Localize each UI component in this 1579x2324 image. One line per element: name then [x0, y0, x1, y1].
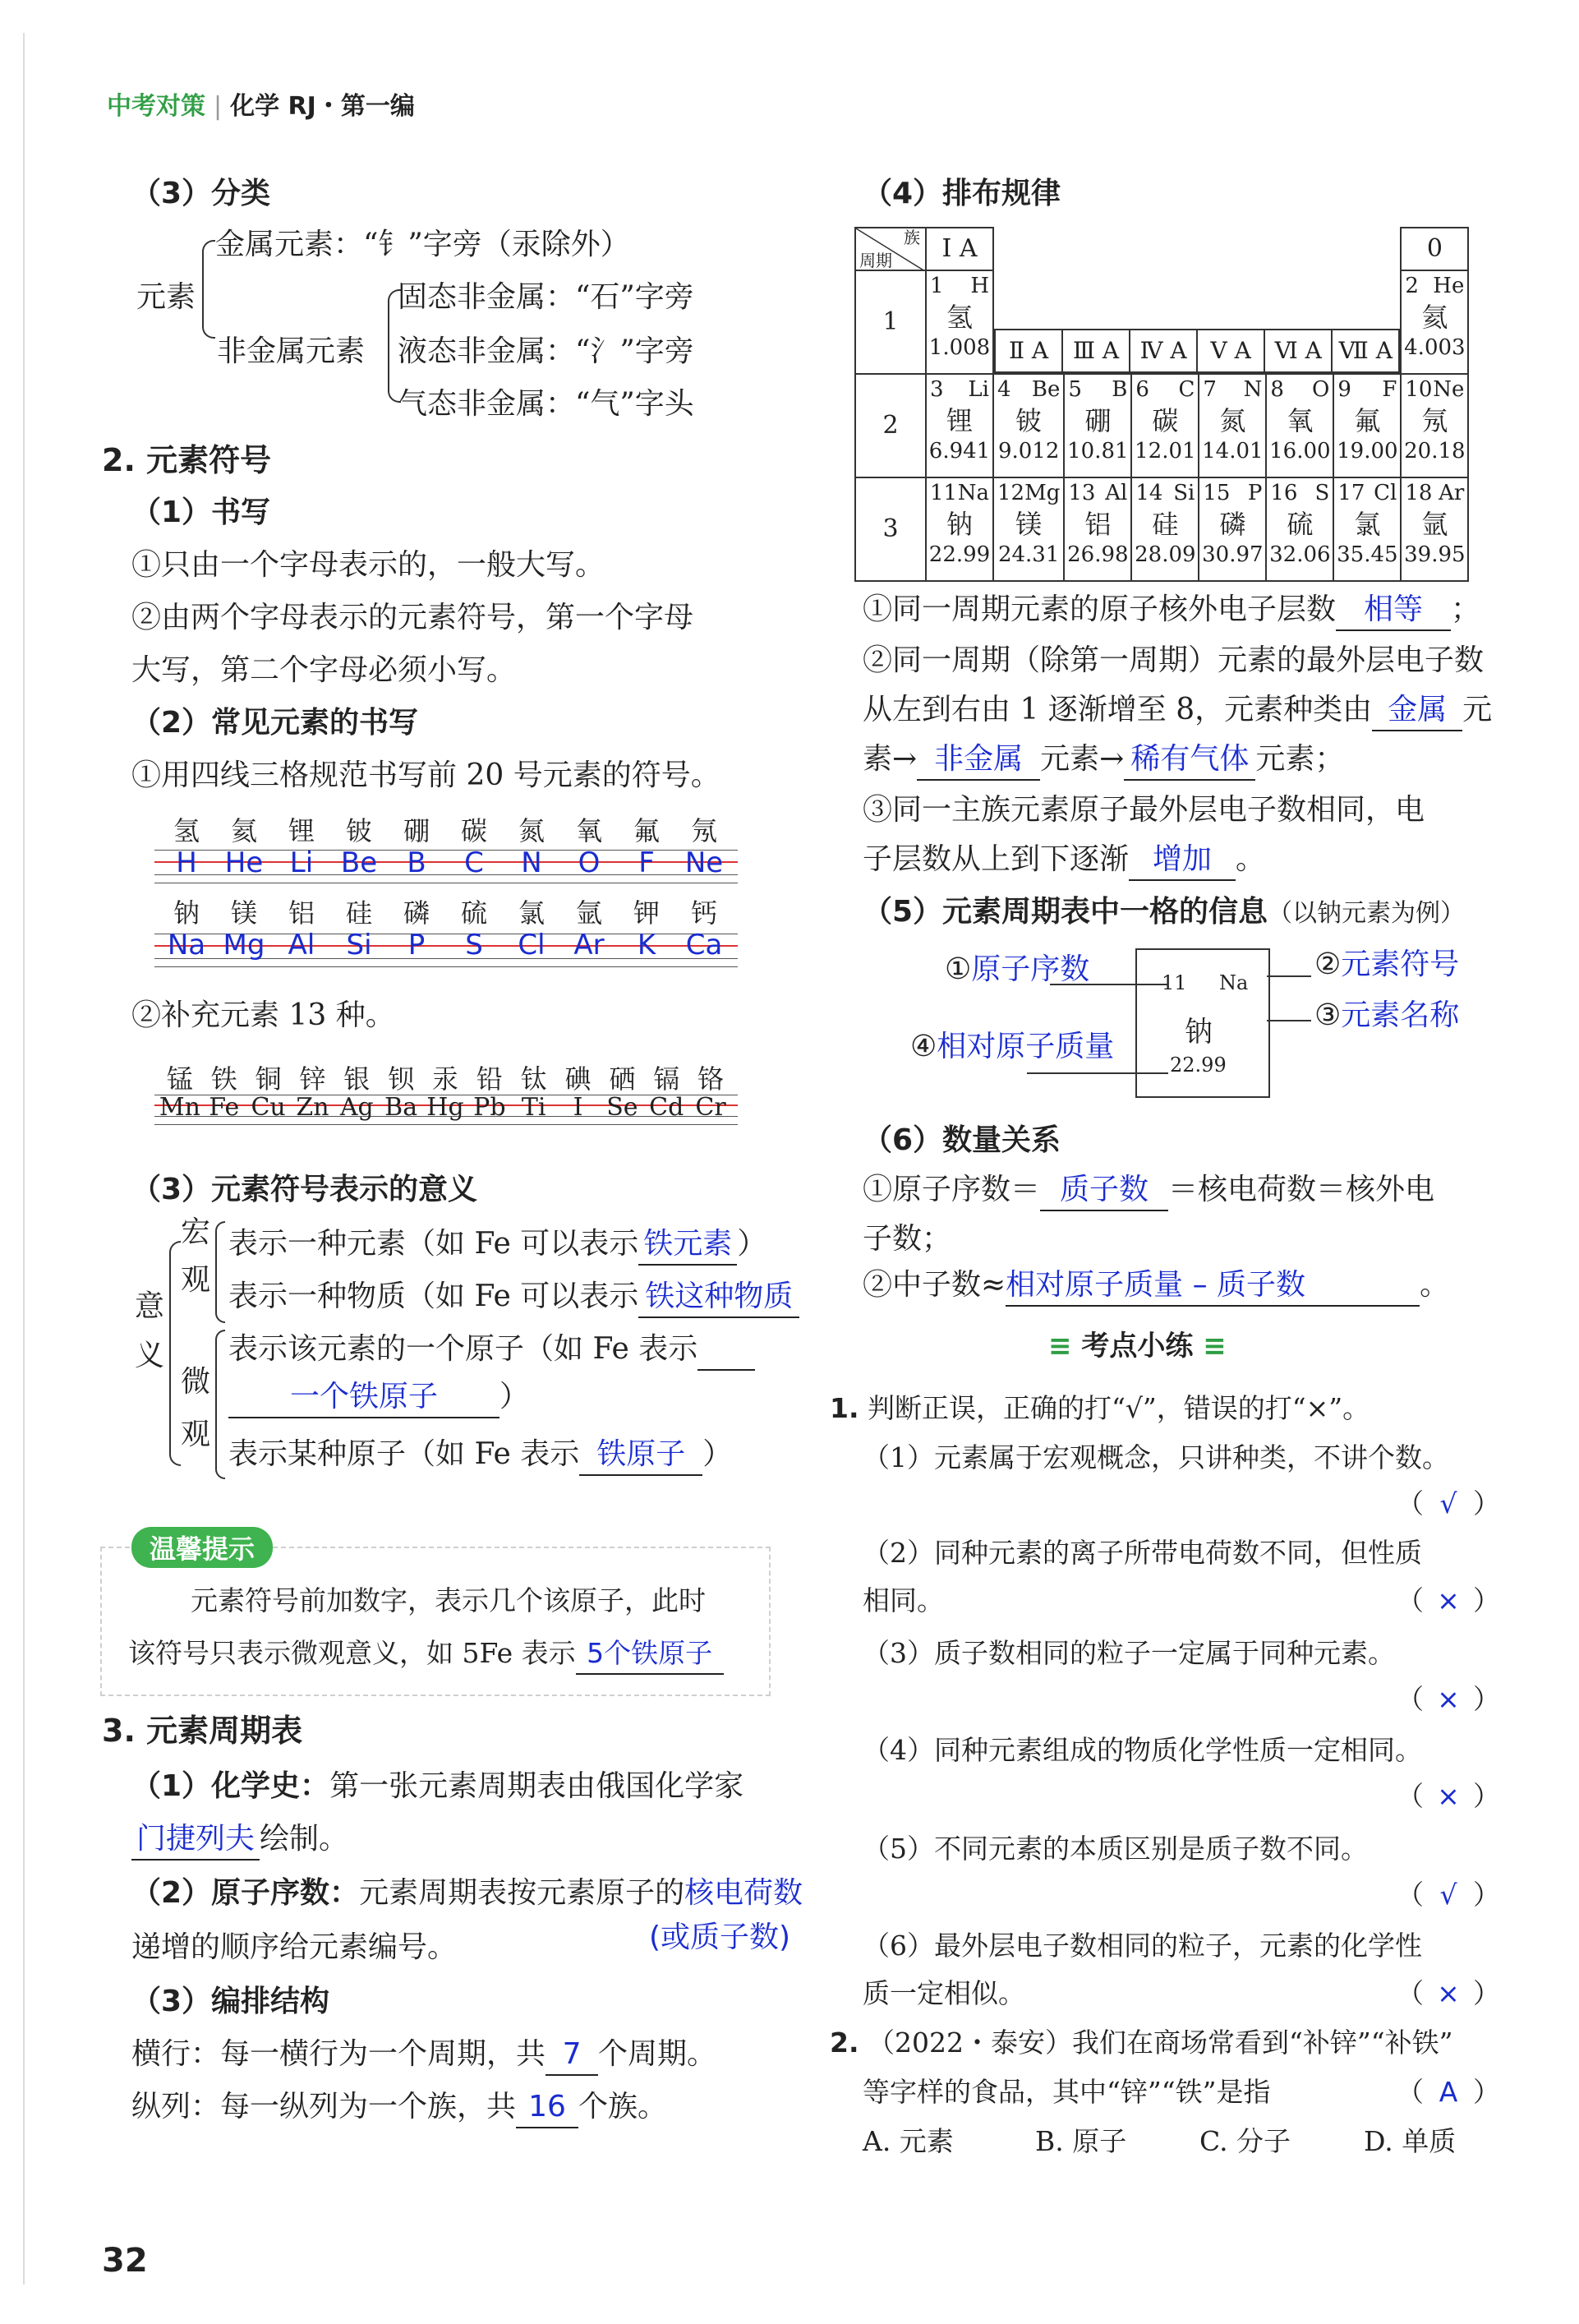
- element-symbol: Fe: [209, 1093, 240, 1122]
- element-cell-Ar: 18 Ar 氩 39.95: [1401, 477, 1468, 581]
- element-symbol: Li: [289, 846, 314, 879]
- header-series: 中考对策: [107, 92, 205, 121]
- element-symbol: O: [578, 846, 601, 879]
- label-symbol: ②元素符号: [1314, 948, 1460, 981]
- element-name: 锂: [288, 815, 315, 846]
- element-name: 氮: [518, 815, 545, 846]
- answer-noble-gas: 稀有气体: [1124, 740, 1255, 781]
- tip-badge: 温馨提示: [131, 1527, 273, 1568]
- element-symbol: Ag: [339, 1093, 374, 1122]
- tip-text-2: 该符号只表示微观意义，如 5Fe 表示 5个铁原子: [128, 1634, 724, 1675]
- element-symbol: Ti: [521, 1093, 546, 1122]
- sub-common: （2）常见元素的书写: [131, 706, 419, 740]
- group-header: Ⅴ A: [1197, 330, 1264, 372]
- answer-nuclear-charge: 核电荷数: [684, 1876, 803, 1910]
- answer-neutron-formula: 相对原子质量 – 质子数: [1006, 1266, 1420, 1307]
- tip-text-1: 元素符号前加数字，表示几个该原子，此时: [191, 1584, 706, 1616]
- element-name: 银: [343, 1063, 371, 1095]
- element-symbol: Si: [346, 929, 372, 961]
- period-3: 3: [855, 477, 926, 581]
- element-name: 钡: [388, 1063, 415, 1095]
- element-symbol: Mn: [159, 1093, 200, 1122]
- element-name: 锰: [166, 1063, 193, 1095]
- element-name: 汞: [431, 1063, 458, 1095]
- element-name: 碘: [564, 1063, 592, 1095]
- element-symbol: Ca: [685, 929, 723, 961]
- practice-title: ≡ 考点小练 ≡: [1048, 1330, 1227, 1363]
- group-header: Ⅵ A: [1264, 330, 1332, 372]
- rule-group: ③同一主族元素原子最外层电子数相同，电: [863, 793, 1425, 827]
- rule-period-shells: ①同一周期元素的原子核外电子层数 相等 ；: [863, 590, 1480, 631]
- atomic-number-line: （2）原子序数：元素周期表按元素原子的核电荷数: [131, 1876, 803, 1910]
- judgement-item-cont: 相同。: [863, 1584, 944, 1616]
- element-symbol: Al: [288, 929, 315, 961]
- element-name: 铝: [288, 897, 315, 929]
- yuansu-label: 元素: [136, 280, 196, 314]
- meaning-3: 表示该元素的一个原子（如 Fe 表示: [228, 1330, 755, 1371]
- element-cell-H: 1 H 氢 1.008: [926, 270, 993, 374]
- element-name: 锌: [299, 1063, 326, 1095]
- answer-relative-atomic-mass: 相对原子质量: [937, 1030, 1115, 1063]
- brace-micro: [215, 1330, 225, 1479]
- gas-nonmetal: 气态非金属：“气”字头: [398, 387, 694, 421]
- element-symbol: Ba: [384, 1093, 418, 1122]
- rule-2a: ②由两个字母表示的元素符号，第一个字母: [131, 601, 694, 634]
- group-header: Ⅲ A: [1062, 330, 1130, 372]
- answer-5-iron-atoms: 5个铁原子: [576, 1634, 724, 1675]
- element-name: 钛: [520, 1063, 547, 1095]
- judgement-item: （6）最外层电子数相同的粒子，元素的化学性: [863, 1930, 1422, 1962]
- element-cell-He: 2 He 氦 4.003: [1401, 270, 1468, 374]
- element-symbol: Mg: [223, 929, 265, 961]
- atomic-number-line-2: 递增的顺序给元素编号。: [131, 1930, 458, 1964]
- judgement-item: （1）元素属于宏观概念，只讲种类，不讲个数。: [863, 1441, 1449, 1473]
- judgement-answer: （ × ）: [1397, 1977, 1500, 2009]
- judgement-item: （3）质子数相同的粒子一定属于同种元素。: [863, 1637, 1395, 1669]
- element-symbol: K: [637, 929, 656, 961]
- element-cell-Ne: 10 Ne 氖 20.18: [1401, 374, 1468, 477]
- element-name: 钾: [633, 897, 660, 929]
- nonmetal-label: 非金属元素: [217, 334, 366, 368]
- answer-iron-atom: 铁原子: [579, 1435, 702, 1476]
- rule-group-2: 子层数从上到下逐渐 增加 。: [863, 840, 1265, 881]
- judgement-item: （4）同种元素组成的物质化学性质一定相同。: [863, 1734, 1422, 1766]
- answer-iron-substance: 铁这种物质: [638, 1277, 799, 1318]
- label-mass: ④相对原子质量: [910, 1030, 1115, 1063]
- element-cell-N: 7 N 氮 14.01: [1199, 374, 1266, 477]
- problem-2-answer: （ A ）: [1397, 2076, 1500, 2108]
- rule-period-electrons-3: 素→ 非金属 元素→ 稀有气体 元素；: [863, 740, 1344, 781]
- element-cell-Mg: 12 Mg 镁 24.31: [993, 477, 1064, 581]
- judgement-answer: （ × ）: [1397, 1780, 1500, 1812]
- hong-char: 宏: [181, 1215, 211, 1249]
- element-name: 镉: [653, 1063, 680, 1095]
- guan2-char: 观: [181, 1418, 211, 1451]
- cell-info-title: （5）元素周期表中一格的信息（以钠元素为例）: [863, 895, 1466, 929]
- guan-char: 观: [181, 1263, 211, 1297]
- element-symbol: Be: [340, 846, 378, 879]
- liquid-nonmetal: 液态非金属：“氵”字旁: [398, 334, 694, 368]
- rule-2b: 大写，第二个字母必须小写。: [131, 653, 517, 687]
- yi2-char: 义: [135, 1339, 165, 1372]
- element-name: 碳: [460, 815, 487, 846]
- answer-one-iron-atom: 一个铁原子: [228, 1377, 499, 1418]
- sub-writing: （1）书写: [131, 496, 271, 529]
- answer-16-groups: 16: [516, 2087, 578, 2128]
- quantity-2: ②中子数≈相对原子质量 – 质子数 。: [863, 1266, 1449, 1307]
- element-cell-Na: 11 Na 钠 22.99: [926, 477, 993, 581]
- section-3-title: 3. 元素周期表: [102, 1713, 303, 1749]
- element-symbol: B: [407, 846, 426, 879]
- element-name: 磷: [403, 897, 430, 929]
- history-line: （1）化学史：第一张元素周期表由俄国化学家: [131, 1769, 744, 1803]
- answer-nonmetal: 非金属: [917, 740, 1040, 781]
- meaning-1: 表示一种元素（如 Fe 可以表示 铁元素 ）: [228, 1224, 766, 1266]
- brace-meaning: [169, 1241, 181, 1466]
- header-subject: 化学 RJ・第一编: [230, 92, 415, 121]
- label-atomic-number: ①原子序数: [945, 952, 1090, 986]
- box-atomic-number: 11: [1162, 971, 1187, 994]
- rows-line: 横行：每一横行为一个周期，共 7 个周期。: [131, 2035, 716, 2076]
- element-name: 硼: [403, 815, 430, 846]
- write-20: ①用四线三格规范书写前 20 号元素的符号。: [131, 759, 720, 792]
- group-header: Ⅶ A: [1332, 330, 1399, 372]
- judgement-answer: （ √ ）: [1397, 1879, 1500, 1911]
- judgement-answer: （ × ）: [1397, 1683, 1500, 1715]
- option-b[interactable]: B. 原子: [1035, 2125, 1127, 2157]
- element-name: 氦: [230, 815, 257, 846]
- rule-period-electrons-2: 从左到右由 1 逐渐增至 8，元素种类由 金属 元: [863, 690, 1492, 731]
- judgement-item-cont: 质一定相似。: [863, 1977, 1025, 2009]
- section-2-title: 2. 元素符号: [102, 442, 272, 478]
- element-symbol: Cd: [649, 1093, 684, 1122]
- element-symbol: Zn: [296, 1093, 329, 1122]
- box-mass: 22.99: [1170, 1054, 1227, 1077]
- element-symbol: H: [176, 846, 197, 879]
- answer-element-symbol: 元素符号: [1341, 948, 1460, 981]
- sub-meaning: （3）元素符号表示的意义: [131, 1173, 478, 1206]
- answer-atomic-number: 原子序数: [971, 952, 1090, 986]
- element-symbol: I: [573, 1093, 583, 1122]
- judgement-item: （5）不同元素的本质区别是质子数不同。: [863, 1833, 1368, 1865]
- element-symbol: Cl: [518, 929, 546, 961]
- element-name: 硒: [609, 1063, 636, 1095]
- element-cell-Si: 14 Si 硅 28.09: [1131, 477, 1199, 581]
- element-name: 氯: [518, 897, 545, 929]
- arrangement-title: （4）排布规律: [863, 177, 1061, 210]
- wei-char: 微: [181, 1365, 211, 1399]
- group-IA: Ⅰ A: [926, 228, 993, 270]
- element-name: 铜: [255, 1063, 282, 1095]
- element-cell-S: 16 S 硫 32.06: [1266, 477, 1333, 581]
- element-name: 镁: [230, 897, 257, 929]
- element-symbol: Cu: [251, 1093, 286, 1122]
- brace-elements: [202, 240, 215, 339]
- judgement-item: （2）同种元素的离子所带电荷数不同，但性质: [863, 1537, 1422, 1569]
- element-name: 氩: [575, 897, 602, 929]
- element-symbol: P: [407, 929, 426, 961]
- problem-1-stem: 1. 判断正误，正确的打“√”，错误的打“×”。: [830, 1392, 1370, 1424]
- supplement-line: ②补充元素 13 种。: [131, 998, 395, 1032]
- element-name: 氢: [173, 815, 200, 846]
- answer-7-periods: 7: [546, 2035, 598, 2076]
- element-name: 氧: [575, 815, 602, 846]
- answer-mendeleev: 门捷列夫: [131, 1819, 260, 1861]
- element-symbol: S: [465, 929, 483, 961]
- element-cell-Li: 3 Li 锂 6.941: [926, 374, 993, 477]
- brace-macro: [215, 1221, 225, 1323]
- element-symbol: Cr: [695, 1093, 726, 1122]
- problem-2-options: [863, 2123, 1456, 2160]
- answer-metal: 金属: [1372, 690, 1462, 731]
- label-name: ③元素名称: [1314, 998, 1460, 1032]
- answer-iron-element: 铁元素: [638, 1224, 737, 1266]
- element-name: 铁: [210, 1063, 237, 1095]
- group-0: 0: [1401, 228, 1468, 270]
- answer-equal: 相等: [1336, 590, 1451, 631]
- element-name: 硫: [460, 897, 487, 929]
- element-symbol: Ar: [573, 929, 605, 961]
- element-name: 铅: [476, 1063, 503, 1095]
- element-cell-O: 8 O 氧 16.00: [1266, 374, 1333, 477]
- element-symbol: Pb: [473, 1093, 506, 1122]
- solid-nonmetal: 固态非金属：“石”字旁: [398, 280, 694, 314]
- element-name: 氖: [690, 815, 717, 846]
- element-symbol: Ne: [684, 846, 724, 879]
- element-symbol: He: [224, 846, 264, 879]
- element-symbol: Hg: [426, 1093, 464, 1122]
- rule-1: ①只由一个字母表示的，一般大写。: [131, 548, 605, 582]
- quantity-1: ①原子序数＝ 质子数 ＝核电荷数＝核外电: [863, 1170, 1434, 1211]
- period-2: 2: [855, 374, 926, 477]
- period-1: 1: [855, 270, 926, 374]
- meaning-4: 表示某种原子（如 Fe 表示 铁原子 ）: [228, 1435, 732, 1476]
- element-cell-Al: 13 Al 铝 26.98: [1064, 477, 1131, 581]
- answer-increase: 增加: [1129, 840, 1236, 881]
- cols-line: 纵列：每一纵列为一个族，共 16 个族。: [131, 2087, 667, 2128]
- element-cell-B: 5 B 硼 10.81: [1064, 374, 1131, 477]
- page-number: 32: [102, 2242, 148, 2280]
- yi-char: 意: [135, 1289, 165, 1323]
- option-c[interactable]: C. 分子: [1199, 2125, 1291, 2157]
- answer-proton-number: (或质子数): [649, 1921, 791, 1954]
- element-symbol: C: [464, 846, 484, 879]
- meaning-2: 表示一种物质（如 Fe 可以表示 铁这种物质: [228, 1277, 799, 1318]
- element-name: 铍: [345, 815, 372, 846]
- element-cell-P: 15 P 磷 30.97: [1199, 477, 1266, 581]
- sub-structure: （3）编排结构: [131, 1985, 330, 2018]
- judgement-answer: （ × ）: [1397, 1584, 1500, 1616]
- option-d[interactable]: D. 单质: [1364, 2125, 1457, 2157]
- meaning-3b: 一个铁原子 ）: [228, 1377, 529, 1418]
- box-name: 钠: [1185, 1016, 1213, 1049]
- classification-title: （3）分类: [131, 177, 271, 210]
- rule-period-electrons: ②同一周期（除第一周期）元素的最外层电子数: [863, 643, 1485, 677]
- element-cell-Be: 4 Be 铍 9.012: [993, 374, 1064, 477]
- group-header: Ⅳ A: [1130, 330, 1197, 372]
- element-name: 氟: [633, 815, 660, 846]
- corner-cell: 族 周期: [855, 228, 926, 270]
- page-left-border: [23, 33, 25, 2285]
- element-cell-Cl: 17 Cl 氯 35.45: [1333, 477, 1401, 581]
- quantity-title: （6）数量关系: [863, 1123, 1061, 1157]
- element-name: 钠: [173, 897, 200, 929]
- quantity-1b: 子数；: [863, 1222, 952, 1256]
- judgement-answer: （ √ ）: [1397, 1487, 1500, 1519]
- problem-2-stem-b: 等字样的食品，其中“锌”“铁”是指: [863, 2076, 1271, 2108]
- element-cell-C: 6 C 碳 12.01: [1131, 374, 1199, 477]
- metal-line: 金属元素：“钅”字旁（汞除外）: [215, 228, 630, 261]
- element-name: 钙: [690, 897, 717, 929]
- box-symbol: Na: [1219, 971, 1249, 994]
- problem-2-stem: 2. （2022・泰安）我们在商场常看到“补锌”“补铁”: [830, 2027, 1453, 2059]
- element-name: 铬: [697, 1063, 725, 1095]
- periodic-table: [854, 227, 1469, 582]
- answer-element-name: 元素名称: [1341, 998, 1460, 1032]
- element-cell-F: 9 F 氟 19.00: [1333, 374, 1401, 477]
- element-name: 硅: [345, 897, 372, 929]
- group-header: Ⅱ A: [995, 330, 1062, 372]
- element-symbol: Na: [167, 929, 206, 961]
- element-symbol: N: [521, 846, 542, 879]
- option-a[interactable]: A. 元素: [863, 2125, 954, 2157]
- page-header: 中考对策 | 化学 RJ・第一编: [107, 92, 415, 121]
- answer-proton-count: 质子数: [1040, 1170, 1168, 1211]
- history-line-2: 门捷列夫 绘制。: [131, 1819, 348, 1861]
- element-symbol: F: [638, 846, 655, 879]
- element-symbol: Se: [606, 1093, 638, 1122]
